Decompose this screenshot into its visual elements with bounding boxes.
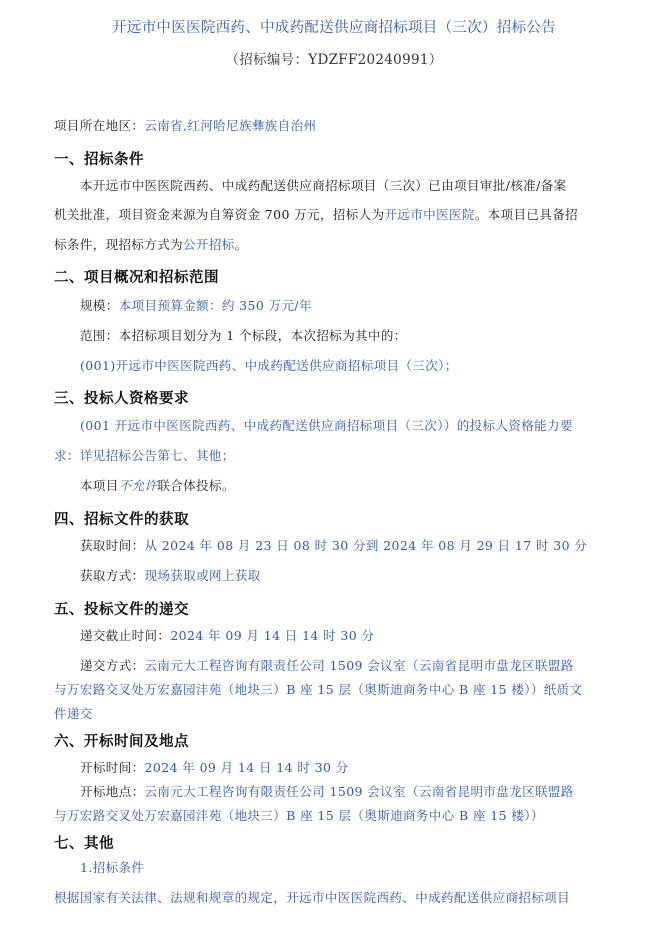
section-1-line-3 [54,237,248,253]
lot-line: (001)开远市中医医院西药、中成药配送供应商招标项目（三次）； [80,358,458,373]
opening-time-value: 2024 年 09 月 14 日 14 时 30 分 [144,760,349,775]
obtain-method-value: 现场获取或网上获取 [144,568,261,583]
funding-text: 机关批准，项目资金来源为自筹资金 700 万元，招标人为 [54,207,385,222]
submit-method-line-2: 与万宏路交叉处万宏嘉园沣苑（地块三）B 座 15 层（奥斯迪商务中心 B 座 15 楼））纸质文 [54,682,583,697]
tenderer-name: 开远市中医医院 [384,207,475,222]
qualification-line-1: (001 开远市中医医院西药、中成药配送供应商招标项目（三次））的投标人资格能力要 [80,418,573,433]
scale-line [80,298,312,314]
section-1-line-1: 本开远市中医医院西药、中成药配送供应商招标项目（三次）已由项目审批/核准/备案 [80,178,567,193]
section-7-heading: 七、其他 [54,836,114,852]
bid-number: （招标编号：YDZFF20240991） [225,52,443,68]
section-1-line-2 [54,207,578,223]
joint-bid-status: 不允许 [118,478,158,493]
deadline-label: 递交截止时间： [80,628,171,643]
section-2-heading: 二、项目概况和招标范围 [54,270,219,286]
deadline-line [80,628,374,644]
submit-method-label: 递交方式： [80,658,145,673]
section-3-heading: 三、投标人资格要求 [54,391,189,407]
funding-text-end: 。本项目已具备招 [474,207,579,222]
location-value: 云南省,红河哈尼族彝族自治州 [144,118,317,133]
scope-line: 范围：本招标项目划分为 1 个标段，本次招标为其中的： [80,328,407,343]
opening-place-value-1: 云南元大工程咨询有限责任公司 1509 会议室（云南省昆明市盘龙区联盟路 [144,784,574,799]
other-paragraph: 根据国家有关法律、法规和规章的规定，开远市中医医院西药、中成药配送供应商招标项目 [54,890,571,905]
obtain-method-line [80,568,261,584]
section-1-heading: 一、招标条件 [54,152,144,168]
opening-place-line-2: 与万宏路交叉处万宏嘉园沣苑（地块三）B 座 15 层（奥斯迪商务中心 B 座 15 楼）） [54,808,544,823]
method-text-end: 。 [234,237,248,252]
method-text: 标条件，现招标方式为 [54,237,184,252]
joint-text-end: 联合体投标。 [157,478,235,493]
page-title: 开远市中医医院西药、中成药配送供应商招标项目（三次）招标公告 [112,20,556,36]
opening-place-label: 开标地点： [80,784,145,799]
submit-method-value-1: 云南元大工程咨询有限责任公司 1509 会议室（云南省昆明市盘龙区联盟路 [144,658,574,673]
opening-time-line [80,760,349,776]
project-location [54,118,316,134]
joint-text: 本项目 [80,478,119,493]
tender-method: 公开招标 [183,237,235,252]
obtain-time-line [80,538,587,554]
other-subheading: 1.招标条件 [80,860,145,875]
submit-method-line-3: 件递交 [54,706,93,721]
deadline-value: 2024 年 09 月 14 日 14 时 30 分 [170,628,375,643]
scale-value: 本项目预算金额：约 350 万元/年 [118,298,312,313]
location-label: 项目所在地区： [54,118,145,133]
qualification-line-2: 求：详见招标公告第七、其他； [54,448,235,463]
opening-time-label: 开标时间： [80,760,145,775]
submit-method-line-1 [80,658,574,674]
obtain-time-label: 获取时间： [80,538,145,553]
joint-bid-line [80,478,235,494]
section-5-heading: 五、投标文件的递交 [54,602,189,618]
opening-place-line-1 [80,784,574,800]
section-6-heading: 六、开标时间及地点 [54,734,189,750]
obtain-method-label: 获取方式： [80,568,145,583]
scale-label: 规模： [80,298,119,313]
section-4-heading: 四、招标文件的获取 [54,512,189,528]
obtain-time-value: 从 2024 年 08 月 23 日 08 时 30 分到 2024 年 08 月 29 日 17 时 30 分 [144,538,588,553]
